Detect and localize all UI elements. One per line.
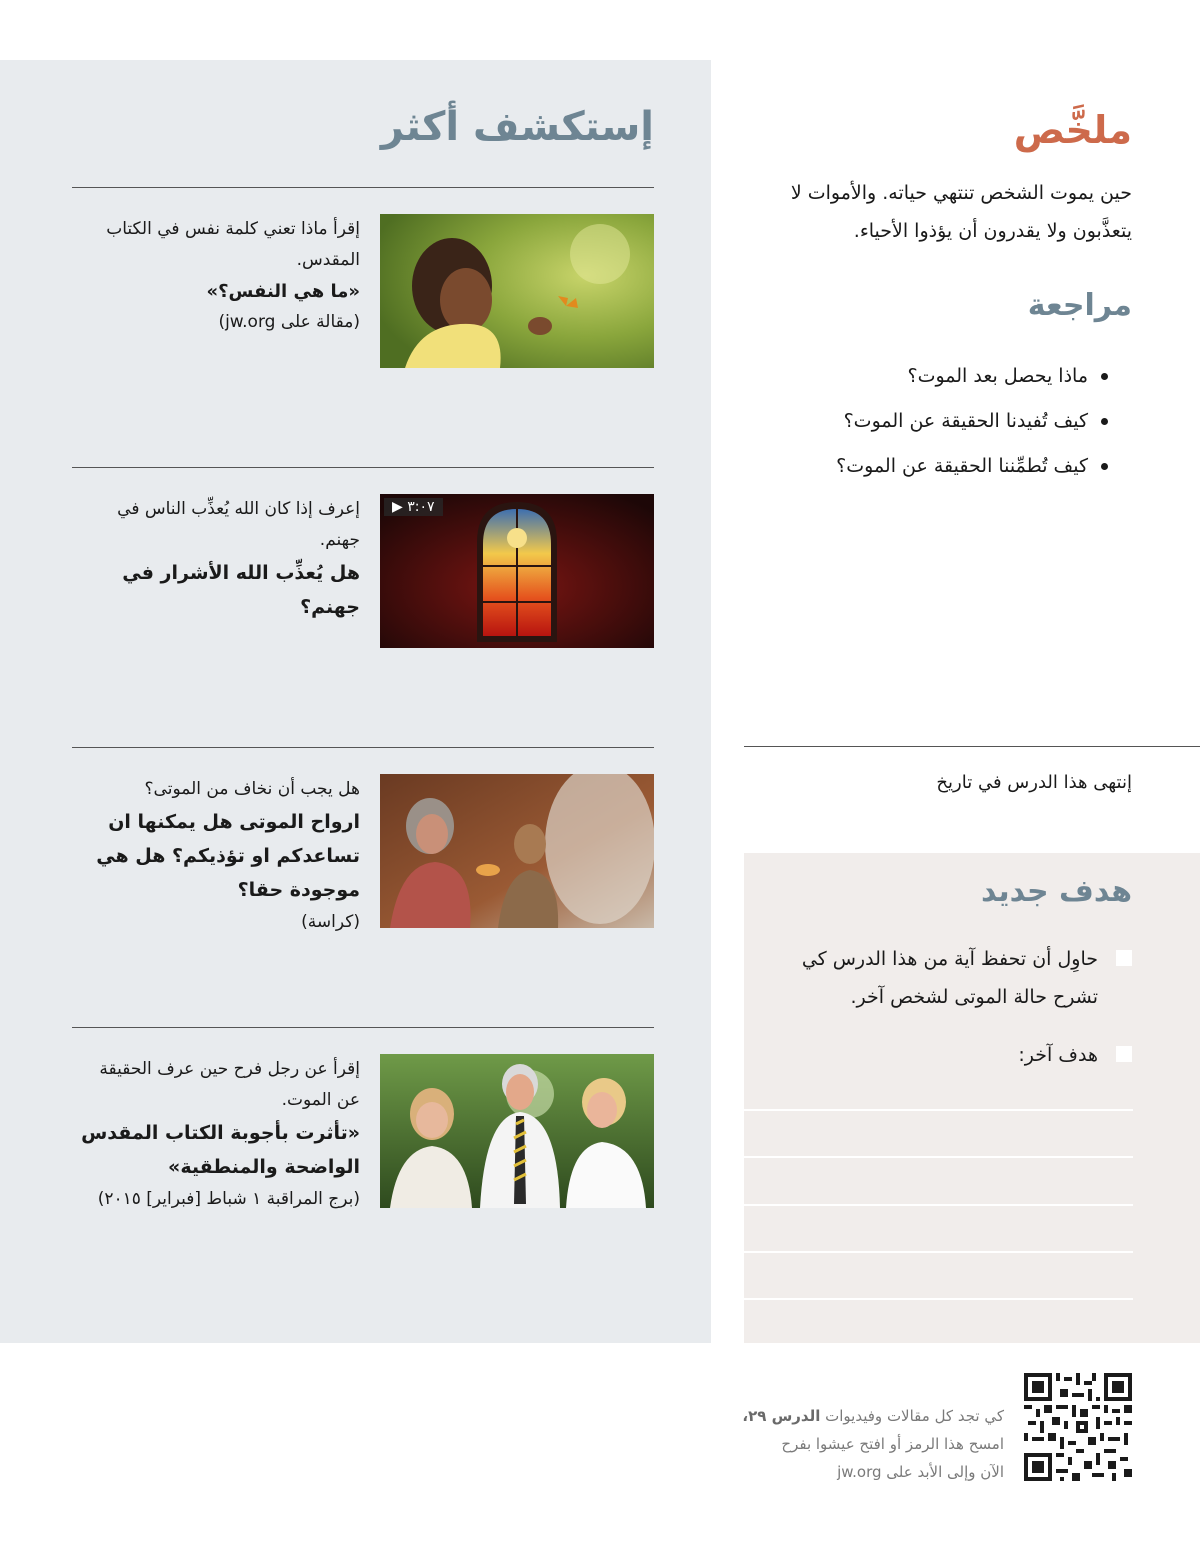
goal-text: حاوِل أن تحفظ آية من هذا الدرس كي تشرح حالة الموتى لشخص آخر. <box>801 948 1098 1008</box>
explore-item-soul[interactable] <box>72 187 654 370</box>
explore-item-intro: إقرأ ماذا تعني كلمة نفس في الكتاب المقدس. <box>106 219 360 270</box>
spirit-medium-painting[interactable] <box>380 774 654 928</box>
explore-item-source: (مقالة على jw.org) <box>218 312 360 332</box>
goal-checkbox[interactable] <box>1116 1046 1132 1062</box>
lesson-completed-label: إنتهى هذا الدرس في تاريخ <box>936 772 1132 793</box>
video-duration-badge <box>384 498 443 516</box>
goal-item-other[interactable] <box>760 1036 1132 1074</box>
explore-item-hellfire[interactable] <box>72 467 654 650</box>
writing-line[interactable] <box>744 1156 1133 1158</box>
new-goal-panel <box>744 853 1200 1343</box>
explore-item-watchtower[interactable] <box>72 1027 654 1210</box>
footer-line-1-start: كي تجد كل مقالات وفيديوات <box>820 1407 1004 1425</box>
duration-text: ٣:٠٧ <box>407 499 435 515</box>
explore-item-link[interactable]: «ما هي النفس؟» <box>206 281 360 302</box>
explore-more-title: إستكشف أكثر <box>380 104 654 150</box>
new-goal-title: هدف جديد <box>981 874 1132 909</box>
writing-line[interactable] <box>744 1109 1133 1111</box>
summary-title: ملخَّص <box>1013 108 1132 152</box>
explore-item-intro: إقرأ عن رجل فرح حين عرف الحقيقة عن الموت. <box>99 1059 360 1110</box>
review-list <box>708 356 1108 491</box>
goal-item[interactable] <box>760 940 1132 1016</box>
footer-line-2: امسح هذا الرمز أو افتح عيشوا بفرح <box>781 1435 1004 1453</box>
review-question: كيف تُفيدنا الحقيقة عن الموت؟ <box>708 401 1108 446</box>
goal-text: هدف آخر: <box>1018 1044 1098 1066</box>
stained-glass-hellfire-video-still[interactable] <box>380 494 654 648</box>
writing-line[interactable] <box>744 1251 1133 1253</box>
explore-item-source: (كراسة) <box>301 912 360 932</box>
footer-line-3[interactable]: الآن وإلى الأبد على jw.org <box>837 1463 1004 1481</box>
writing-line[interactable] <box>744 1298 1133 1300</box>
girl-with-butterfly-photo[interactable] <box>380 214 654 368</box>
explore-item-source: (برج المراقبة ١ شباط [فبراير] ٢٠١٥) <box>97 1189 360 1209</box>
divider <box>744 746 1200 747</box>
explore-item-link[interactable]: «تأثرت بأجوبة الكتاب المقدس الواضحة والمنطقية» <box>81 1122 360 1178</box>
three-people-conversation-photo[interactable] <box>380 1054 654 1208</box>
explore-item-intro: إعرف إذا كان الله يُعذِّب الناس في جهنم. <box>117 499 360 550</box>
review-question: كيف تُطمِّننا الحقيقة عن الموت؟ <box>708 446 1108 491</box>
review-question: ماذا يحصل بعد الموت؟ <box>708 356 1108 401</box>
qr-code[interactable] <box>1024 1373 1132 1481</box>
footer-line-1 <box>564 1402 1004 1430</box>
explore-item-intro: هل يجب أن نخاف من الموتى؟ <box>144 779 360 799</box>
summary-text: حين يموت الشخص تنتهي حياته. والأموات لا يتعذَّبون ولا يقدرون أن يؤذوا الأحياء. <box>790 182 1132 242</box>
play-icon: ▶ <box>392 499 403 515</box>
review-title: مراجعة <box>1027 288 1132 323</box>
footer-lesson-number: الدرس ٢٩، <box>742 1407 821 1425</box>
explore-item-link[interactable]: ارواح الموتى هل يمكنها ان تساعدكم او تؤذيكم؟ هل هي موجودة حقا؟ <box>96 811 360 901</box>
explore-item-link[interactable]: هل يُعذِّب الله الأشرار في جهنم؟ <box>122 562 360 618</box>
goal-checkbox[interactable] <box>1116 950 1132 966</box>
writing-line[interactable] <box>744 1204 1133 1206</box>
footer-note <box>564 1402 1004 1486</box>
explore-item-spirits[interactable] <box>72 747 654 930</box>
